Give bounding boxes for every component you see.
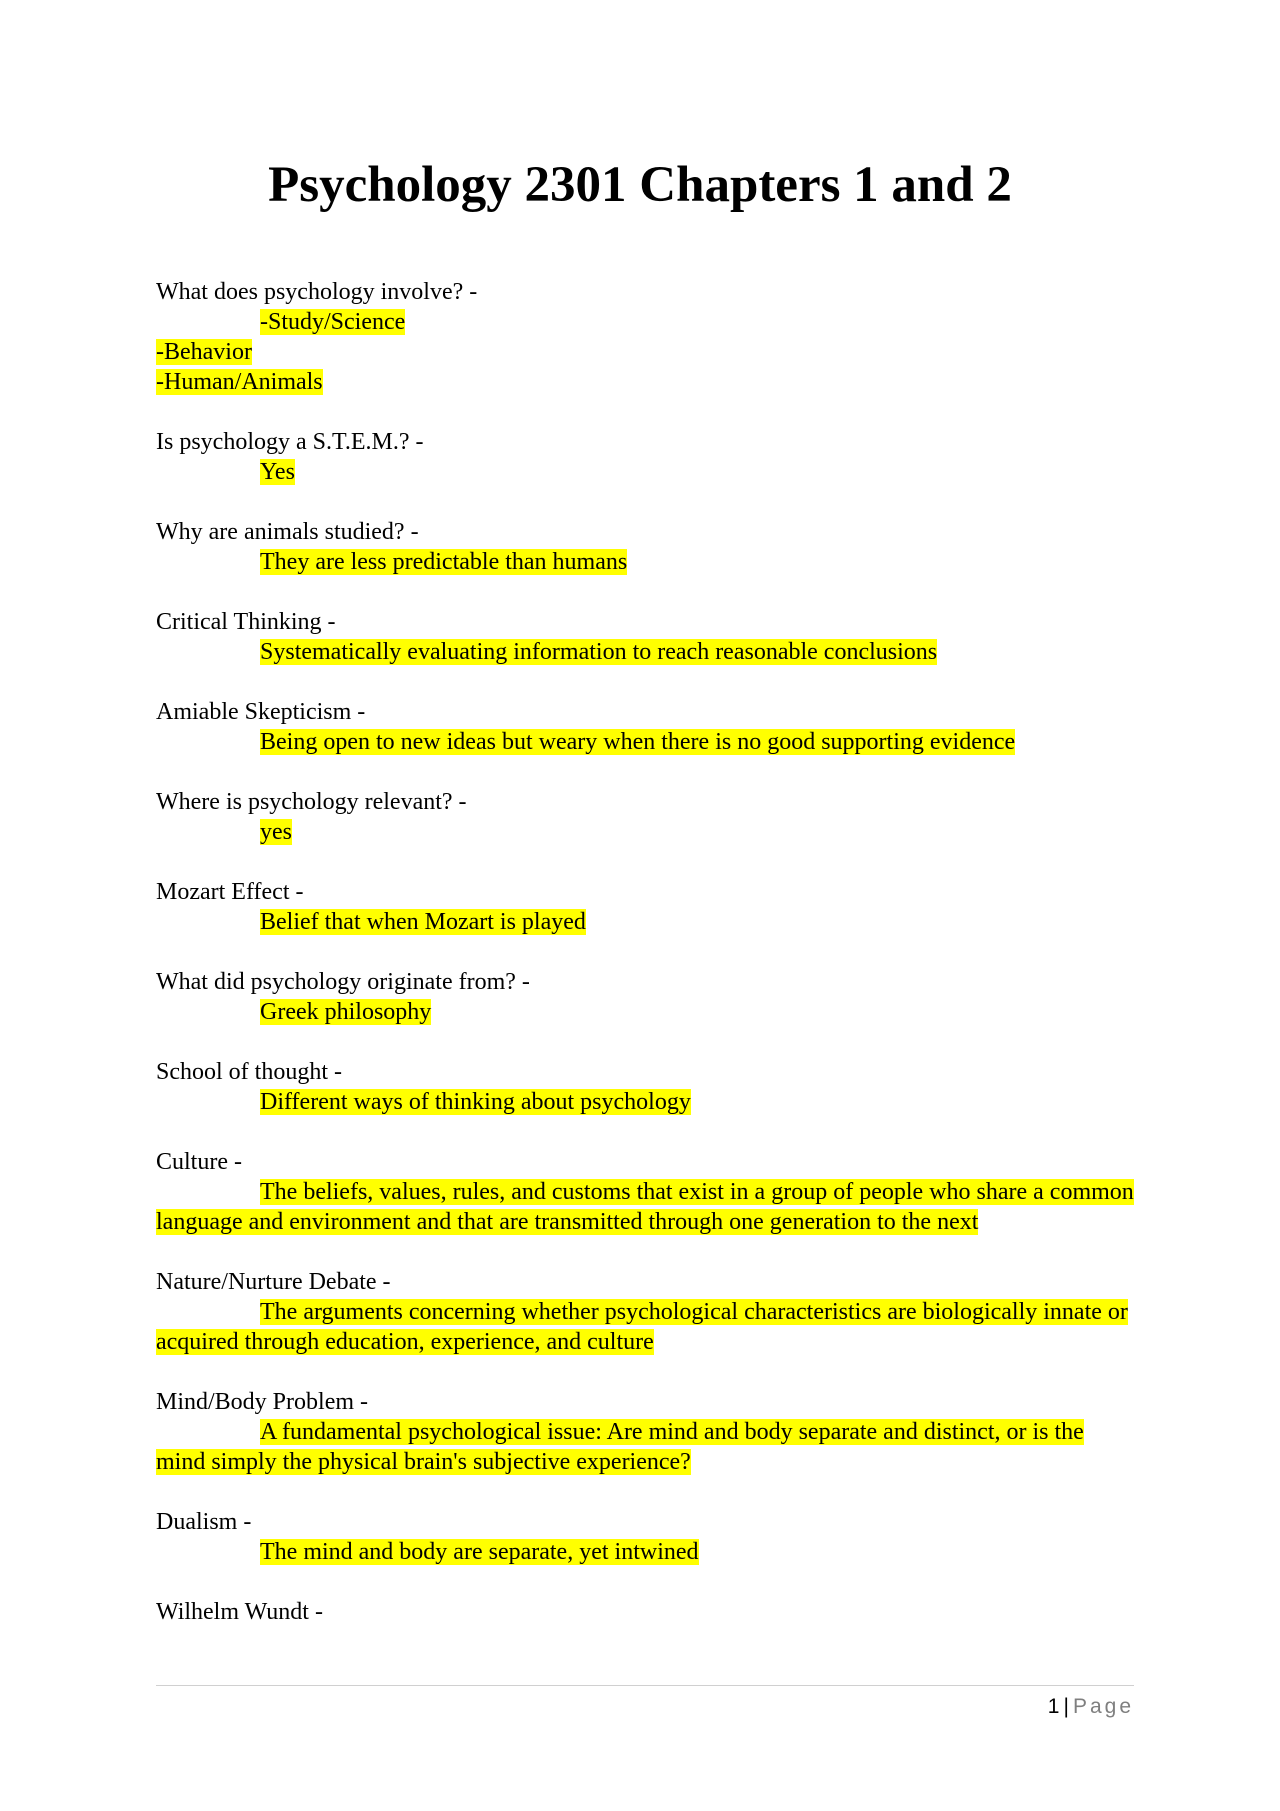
entry-culture [156, 1147, 1136, 1237]
entry-question: Wilhelm Wundt - [156, 1599, 323, 1625]
entry-question: School of thought - [156, 1059, 342, 1085]
entry-wilhelm-wundt [156, 1597, 1136, 1627]
entry-dualism [156, 1507, 1136, 1567]
entry-answer: Greek philosophy [260, 999, 432, 1025]
entry-psychology-involve [156, 277, 1136, 397]
footer-divider [156, 1685, 1134, 1686]
entry-question: Nature/Nurture Debate - [156, 1269, 391, 1295]
entry-question: What does psychology involve? - [156, 279, 478, 305]
entry-answer: Belief that when Mozart is played [260, 909, 586, 935]
entry-question: Is psychology a S.T.E.M.? - [156, 429, 424, 455]
entry-question: What did psychology originate from? - [156, 969, 530, 995]
page-number: 1 [1047, 1695, 1060, 1718]
entry-answer-line: -Study/Science [260, 309, 406, 335]
entry-answer: Different ways of thinking about psychology [260, 1089, 691, 1115]
entry-answer: Systematically evaluating information to reach reasonable conclusions [260, 639, 938, 665]
entry-answer-line: -Human/Animals [156, 369, 323, 395]
entry-question: Why are animals studied? - [156, 519, 419, 545]
entry-question: Where is psychology relevant? - [156, 789, 467, 815]
entry-answer: The arguments concerning whether psychological characteristics are biologically innate or acquired through education, experience, and culture [156, 1299, 1128, 1355]
entry-animals-studied [156, 517, 1136, 577]
entry-psychology-origin [156, 967, 1136, 1027]
entry-answer: They are less predictable than humans [260, 549, 628, 575]
entry-question: Amiable Skepticism - [156, 699, 366, 725]
entry-amiable-skepticism [156, 697, 1136, 757]
entry-mind-body [156, 1387, 1136, 1477]
entry-school-of-thought [156, 1057, 1136, 1117]
entry-stem [156, 427, 1136, 487]
entry-question: Dualism - [156, 1509, 252, 1535]
entry-answer: A fundamental psychological issue: Are mind and body separate and distinct, or is the mind simply the physical brain's subjective experience? [156, 1419, 1084, 1475]
entry-answer: The mind and body are separate, yet intwined [260, 1539, 699, 1565]
page-footer [1048, 1693, 1134, 1721]
entry-answer: Yes [260, 459, 295, 485]
entry-nature-nurture [156, 1267, 1136, 1357]
entry-answer: yes [260, 819, 292, 845]
footer-separator: | [1063, 1695, 1069, 1718]
entry-psychology-relevant [156, 787, 1136, 847]
entry-question: Mozart Effect - [156, 879, 304, 905]
entry-question: Mind/Body Problem - [156, 1389, 369, 1415]
entry-question: Culture - [156, 1149, 242, 1175]
entry-critical-thinking [156, 607, 1136, 667]
entry-answer: The beliefs, values, rules, and customs that exist in a group of people who share a common language and environment and that are transmitted through one generation to the next [156, 1179, 1134, 1235]
document-body [156, 277, 1136, 1657]
page-label: Page [1072, 1695, 1134, 1718]
entry-question: Critical Thinking - [156, 609, 336, 635]
entry-answer: Being open to new ideas but weary when there is no good supporting evidence [260, 729, 1016, 755]
entry-answer-line: -Behavior [156, 339, 252, 365]
document-title: Psychology 2301 Chapters 1 and 2 [268, 157, 1012, 213]
entry-mozart-effect [156, 877, 1136, 937]
